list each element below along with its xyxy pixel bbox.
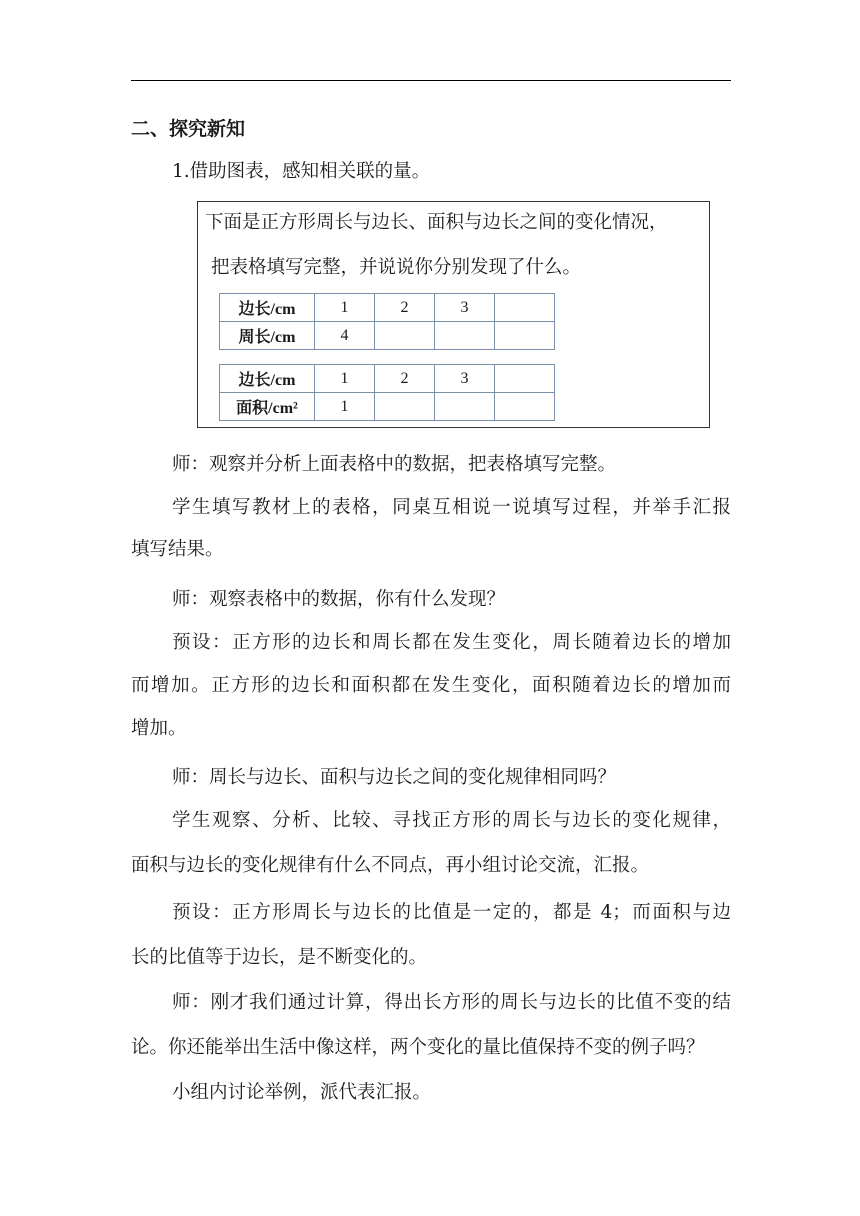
task-text-line-1: 下面是正方形周长与边长、面积与边长之间的变化情况， — [205, 212, 668, 233]
row-label: 边长/cm — [220, 294, 315, 322]
paragraph-5: 师：周长与边长、面积与边长之间的变化规律相同吗？ — [172, 767, 617, 788]
paragraph-2-line-2: 填写结果。 — [131, 539, 224, 560]
perimeter-table — [219, 293, 555, 350]
table-cell — [495, 294, 555, 322]
paragraph-9: 小组内讨论举例，派代表汇报。 — [172, 1082, 432, 1103]
table-cell: 4 — [315, 322, 375, 350]
row-label: 面积/cm² — [220, 393, 315, 421]
paragraph-6-line-1: 学生观察、分析、比较、寻找正方形的周长与边长的变化规律， — [172, 810, 731, 831]
table-cell: 1 — [315, 393, 375, 421]
task-box — [197, 201, 710, 428]
subheading: 1.借助图表，感知相关联的量。 — [172, 161, 431, 182]
paragraph-4-line-3: 增加。 — [131, 718, 187, 739]
paragraph-4-line-2: 而增加。正方形的边长和面积都在发生变化，面积随着边长的增加而 — [131, 675, 731, 696]
header-rule — [131, 80, 731, 81]
table-cell — [435, 322, 495, 350]
row-label: 周长/cm — [220, 322, 315, 350]
paragraph-8-line-2: 论。你还能举出生活中像这样，两个变化的量比值保持不变的例子吗？ — [131, 1037, 705, 1058]
table-row — [220, 365, 555, 393]
table-cell — [375, 322, 435, 350]
table-cell: 2 — [375, 365, 435, 393]
table-cell: 3 — [435, 365, 495, 393]
task-text-line-2: 把表格填写完整，并说说你分别发现了什么。 — [211, 257, 582, 278]
area-table — [219, 364, 555, 421]
paragraph-4-line-1: 预设：正方形的边长和周长都在发生变化，周长随着边长的增加 — [172, 632, 731, 653]
table-cell — [495, 365, 555, 393]
paragraph-3: 师：观察表格中的数据，你有什么发现？ — [172, 589, 506, 610]
table-cell: 1 — [315, 365, 375, 393]
table-cell — [435, 393, 495, 421]
table-cell: 3 — [435, 294, 495, 322]
table-row — [220, 393, 555, 421]
row-label: 边长/cm — [220, 365, 315, 393]
paragraph-2-line-1: 学生填写教材上的表格，同桌互相说一说填写过程，并举手汇报 — [172, 497, 731, 518]
paragraph-7-line-1: 预设：正方形周长与边长的比值是一定的，都是 4；而面积与边 — [172, 902, 731, 923]
paragraph-7-line-2: 长的比值等于边长，是不断变化的。 — [131, 947, 428, 968]
paragraph-6-line-2: 面积与边长的变化规律有什么不同点，再小组讨论交流，汇报。 — [131, 855, 650, 876]
table-row — [220, 294, 555, 322]
table-cell — [375, 393, 435, 421]
table-cell: 1 — [315, 294, 375, 322]
paragraph-1: 师：观察并分析上面表格中的数据，把表格填写完整。 — [172, 454, 617, 475]
section-heading: 二、探究新知 — [131, 118, 246, 140]
table-row — [220, 322, 555, 350]
table-cell: 2 — [375, 294, 435, 322]
table-cell — [495, 393, 555, 421]
paragraph-8-line-1: 师：刚才我们通过计算，得出长方形的周长与边长的比值不变的结 — [172, 992, 731, 1013]
table-cell — [495, 322, 555, 350]
